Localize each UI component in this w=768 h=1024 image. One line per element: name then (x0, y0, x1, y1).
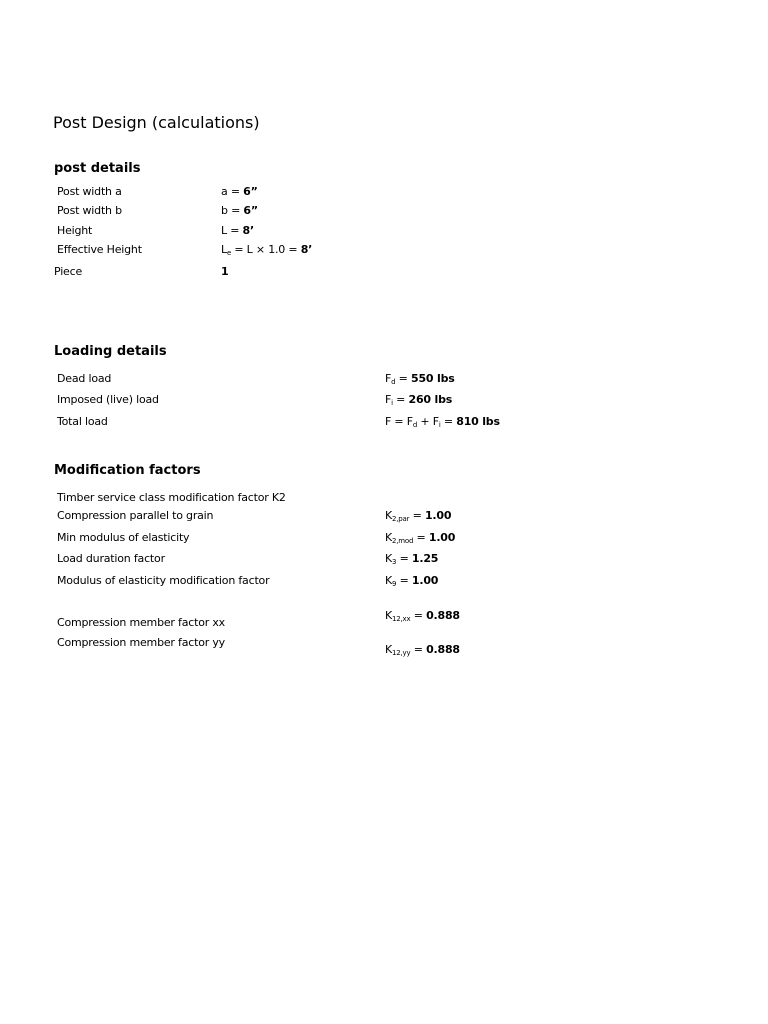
effective-height-value: $L_e = L \times 1.0 = 8$’ (221, 243, 313, 257)
loading-details-heading: Loading details (54, 344, 167, 359)
height-value: L = 8’ (221, 224, 254, 237)
k2-mod-label: Min modulus of elasticity (57, 531, 190, 544)
modification-factors-heading: Modification factors (54, 463, 201, 478)
k9-value: $K_9 = 1.00$ (385, 574, 439, 588)
dead-load-value: $F_d = 550$ lbs (385, 372, 455, 386)
k2-mod-value: $K_{2,mod} = 1.00$ (385, 531, 456, 545)
k3-value: $K_3 = 1.25$ (385, 552, 439, 566)
post-width-a-value: a = 6” (221, 185, 258, 198)
k9-label: Modulus of elasticity modification factor (57, 574, 270, 587)
post-width-b-value: b = 6” (221, 204, 258, 217)
piece-value: 1 (221, 265, 229, 278)
height-label: Height (57, 224, 93, 237)
k2-par-value: $K_{2,par} = 1.00$ (385, 509, 452, 523)
k2-par-label: Compression parallel to grain (57, 509, 214, 522)
page-title: Post Design (calculations) (53, 113, 260, 132)
k12-yy-value: $K_{12,yy} = 0.888$ (385, 643, 460, 657)
post-details-heading: post details (54, 161, 141, 176)
k3-label: Load duration factor (57, 552, 165, 565)
total-load-label: Total load (57, 415, 108, 428)
k12-xx-label: Compression member factor xx (57, 616, 225, 629)
k12-xx-value: $K_{12,xx} = 0.888$ (385, 609, 460, 623)
service-class-intro: Timber service class modification factor K2 (57, 491, 286, 504)
imposed-load-value: $F_i = 260$ lbs (385, 393, 453, 407)
effective-height-label: Effective Height (57, 243, 142, 256)
k12-yy-label: Compression member factor yy (57, 636, 225, 649)
dead-load-label: Dead load (57, 372, 112, 385)
post-width-a-label: Post width a (57, 185, 122, 198)
total-load-value: $F = F_d + F_i = 810$ lbs (385, 415, 500, 429)
post-width-b-label: Post width b (57, 204, 122, 217)
piece-label: Piece (54, 265, 83, 278)
imposed-load-label: Imposed (live) load (57, 393, 159, 406)
